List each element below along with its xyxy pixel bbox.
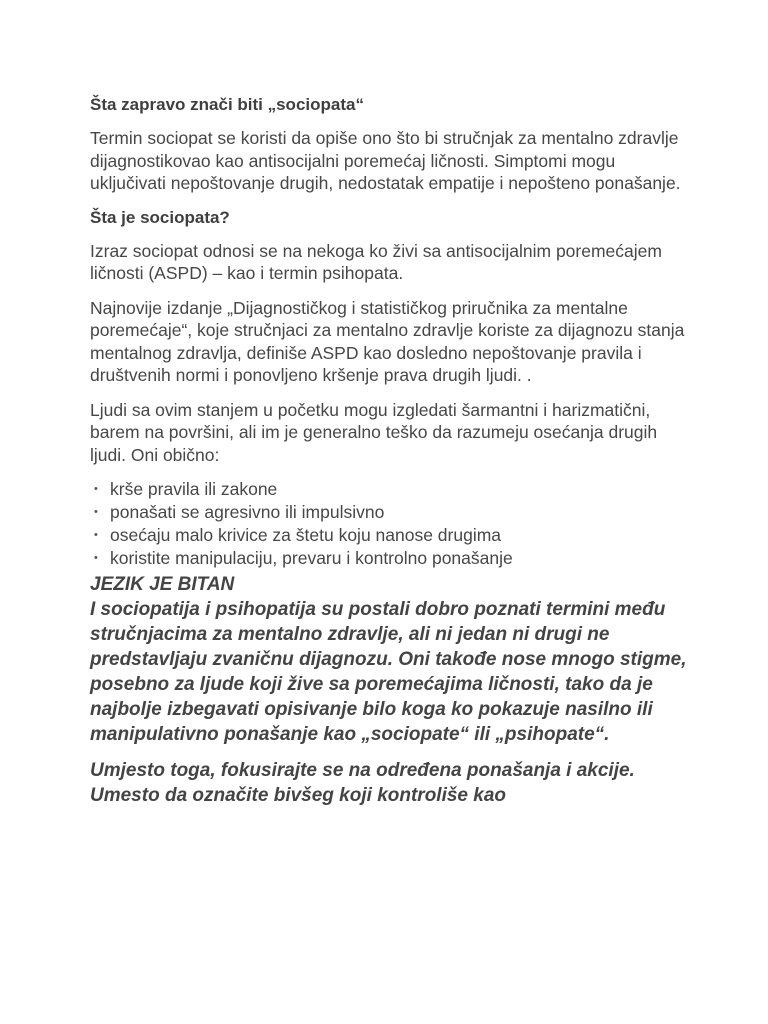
bullet-dot-icon: • [94, 506, 98, 518]
paragraph-people-with-condition: Ljudi sa ovim stanjem u početku mogu izgledati šarmantni i harizmatični, barem na površini, ali im je generalno teško da razumeju osećanja drugih ljudi. Oni obično: [90, 399, 658, 465]
list-item: • krše pravila ili zakone [94, 479, 278, 499]
section-paragraph-focus: Umjesto toga, fokusirajte se na određena ponašanja i akcije. Umesto da označite bivšeg koji kontroliše kao [90, 760, 635, 806]
list-item: • koristite manipulaciju, prevaru i kontrolno ponašanje [94, 548, 513, 568]
behavior-list [90, 478, 690, 570]
bullet-dot-icon: • [94, 552, 98, 564]
heading-what-is-sociopath: Šta je sociopata? [90, 207, 230, 227]
bullet-dot-icon: • [94, 483, 98, 495]
section-title-language: JEZIK JE BITAN [90, 574, 235, 595]
list-item: • ponašati se agresivno ili impulsivno [94, 502, 385, 522]
paragraph-dsm: Najnovije izdanje „Dijagnostičkog i statističkog priručnika za mentalne poremećaje“, koje stručnjaci za mentalno zdravlje koriste za dijagnozu stanja mentalnog zdravlja, definiše ASPD kao dosledno nepoštovanje pravila i društvenih normi i ponovljeno kršenje prava drugih ljudi. . [90, 297, 685, 385]
bullet-dot-icon: • [94, 529, 98, 541]
document-page [90, 94, 690, 808]
heading-what-it-means: Šta zapravo znači biti „sociopata“ [90, 95, 364, 114]
paragraph-term-definition: Termin sociopat se koristi da opiše ono što bi stručnjak za mentalno zdravlje dijagnostikovao kao antisocijalni poremećaj ličnosti. Simptomi mogu uključivati nepoštovanje drugih, nedostatak empatije i nepošteno ponašanje. [90, 128, 681, 193]
paragraph-aspd: Izraz sociopat odnosi se na nekoga ko živi sa antisocijalnim poremećajem ličnosti (ASPD) – kao i termin psihopata. [90, 240, 662, 283]
list-item: • osećaju malo krivice za štetu koju nanose drugima [94, 525, 502, 545]
section-paragraph-stigma: I sociopatija i psihopatija su postali dobro poznati termini među stručnjacima za mentalno zdravlje, ali ni jedan ni drugi ne predstavljaju zvaničnu dijagnozu. Oni takođe nose mnogo stigme, posebno za ljude koji žive sa poremećajima ličnosti, tako da je najbolje izbegavati opisivanje bilo koga ko pokazuje nasilno ili manipulativno ponašanje kao „sociopate“ ili „psihopate“. [90, 599, 687, 745]
paragraph-spacer [90, 747, 690, 758]
